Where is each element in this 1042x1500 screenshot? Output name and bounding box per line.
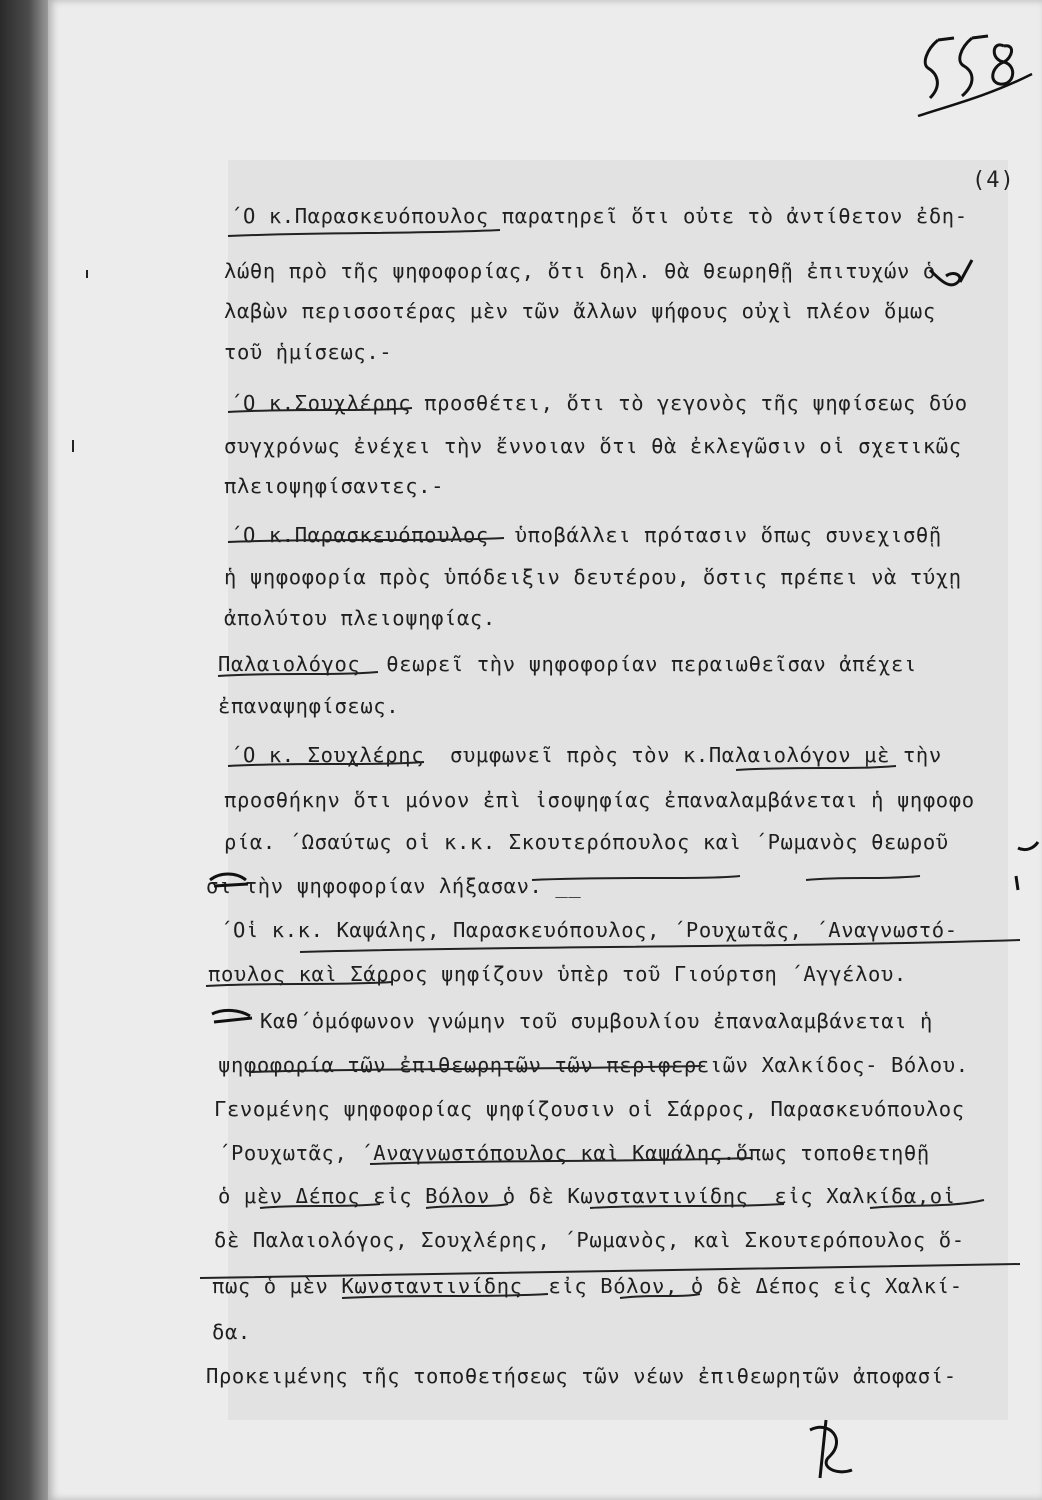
text-line: Γενομένης ψηφοφορίας ψηφίζουσιν οἱ Σάρρος, Παρασκευόπουλος xyxy=(214,1097,965,1121)
text-line: ΄Ο κ.Παρασκευόπουλος παρατηρεῖ ὅτι οὐτε τὸ ἀντίθετον ἐδη- xyxy=(230,204,968,228)
margin-mark xyxy=(86,270,88,278)
margin-mark xyxy=(72,440,74,452)
text-line: ΄Ο κ.Σουχλέρης προσθέτει, ὅτι τὸ γεγονὸς τῆς ψηφίσεως δύο xyxy=(230,391,968,415)
text-line: ψηφοφορία τῶν ἐπιθεωρητῶν τῶν περιφερειῶν Χαλκίδος- Βόλου. xyxy=(218,1053,969,1077)
text-line: ΄Ρουχωτᾶς, ΄Αναγνωστόπουλος καὶ Καψάλης.ὅπως τοποθετηθῇ xyxy=(218,1141,930,1165)
text-line: ὁ μὲν Δέπος εἰς Βόλον ὁ δὲ Κωνσταντινίδης εἰς Χαλκίδα,οἱ xyxy=(218,1184,956,1208)
text-line: δὲ Παλαιολόγος, Σουχλέρης, ΄Ρωμανὸς, καὶ Σκουτερόπουλος ὅ- xyxy=(214,1228,965,1252)
text-line: δα. xyxy=(212,1320,251,1344)
text-line: πουλος καὶ Σάρρος ψηφίζουν ὑπὲρ τοῦ Γιούρτση ΄Αγγέλου. xyxy=(208,962,907,986)
text-line: ΄Ο κ. Σουχλέρης συμφωνεῖ πρὸς τὸν κ.Παλαιολόγον μὲ τὴν xyxy=(230,743,942,767)
text-line: ἐπαναψηφίσεως. xyxy=(218,694,400,718)
text-line: ΄Ο κ.Παρασκευόπουλος ὑποβάλλει πρότασιν ὅπως συνεχισθῇ xyxy=(230,523,942,547)
folio-ink-drawing xyxy=(908,20,1038,130)
text-line: λώθη πρὸ τῆς ψηφοφορίας, ὅτι δηλ. θὰ θεωρηθῇ ἐπιτυχών ὁ xyxy=(224,259,936,283)
text-line: Καθ΄ὁμόφωνον γνώμην τοῦ συμβουλίου ἐπαναλαμβάνεται ἡ xyxy=(260,1009,933,1033)
page-number: (4) xyxy=(972,168,1015,193)
text-line: τοῦ ἡμίσεως.- xyxy=(224,340,393,364)
text-line: πως ὁ μὲν Κωνσταντινίδης εἰς Βόλον, ὁ δὲ Δέπος εἰς Χαλκί- xyxy=(212,1274,963,1298)
text-line: ἡ ψηφοφορία πρὸς ὑπόδειξιν δευτέρου, ὅστις πρέπει νὰ τύχῃ xyxy=(224,565,962,589)
text-line: σι τὴν ψηφοφορίαν λήξασαν. __ xyxy=(206,874,582,898)
text-line: Προκειμένης τῆς τοποθετήσεως τῶν νέων ἐπιθεωρητῶν ἀποφασί- xyxy=(206,1364,957,1388)
text-line: συγχρόνως ἐνέχει τὴν ἔννοιαν ὅτι θὰ ἐκλεγῶσιν οἱ σχετικῶς xyxy=(224,434,962,458)
handwritten-folio-number xyxy=(908,20,1038,130)
text-line: λαβὼν περισσοτέρας μὲν τῶν ἄλλων ψήφους οὐχὶ πλέον ὅμως xyxy=(224,299,936,323)
text-line: προσθήκην ὅτι μόνον ἐπὶ ἰσοψηφίας ἐπαναλαμβάνεται ἡ ψηφοφο xyxy=(224,788,975,812)
text-line: ἀπολύτου πλειοψηφίας. xyxy=(224,606,496,630)
text-line: πλειοψηφίσαντες.- xyxy=(224,474,445,498)
book-binding xyxy=(0,0,48,1500)
text-line: ΄Οἱ κ.κ. Καψάλης, Παρασκευόπουλος, ΄Ρουχωτᾶς, ΄Αναγνωστό- xyxy=(220,918,958,942)
text-line: Παλαιολόγος θεωρεῖ τὴν ψηφοφορίαν περαιωθεῖσαν ἀπέχει xyxy=(218,652,917,676)
text-line: ρία. ΄Ωσαύτως οἱ κ.κ. Σκουτερόπουλος καὶ ΄Ρωμανὸς θεωροῦ xyxy=(224,830,949,854)
